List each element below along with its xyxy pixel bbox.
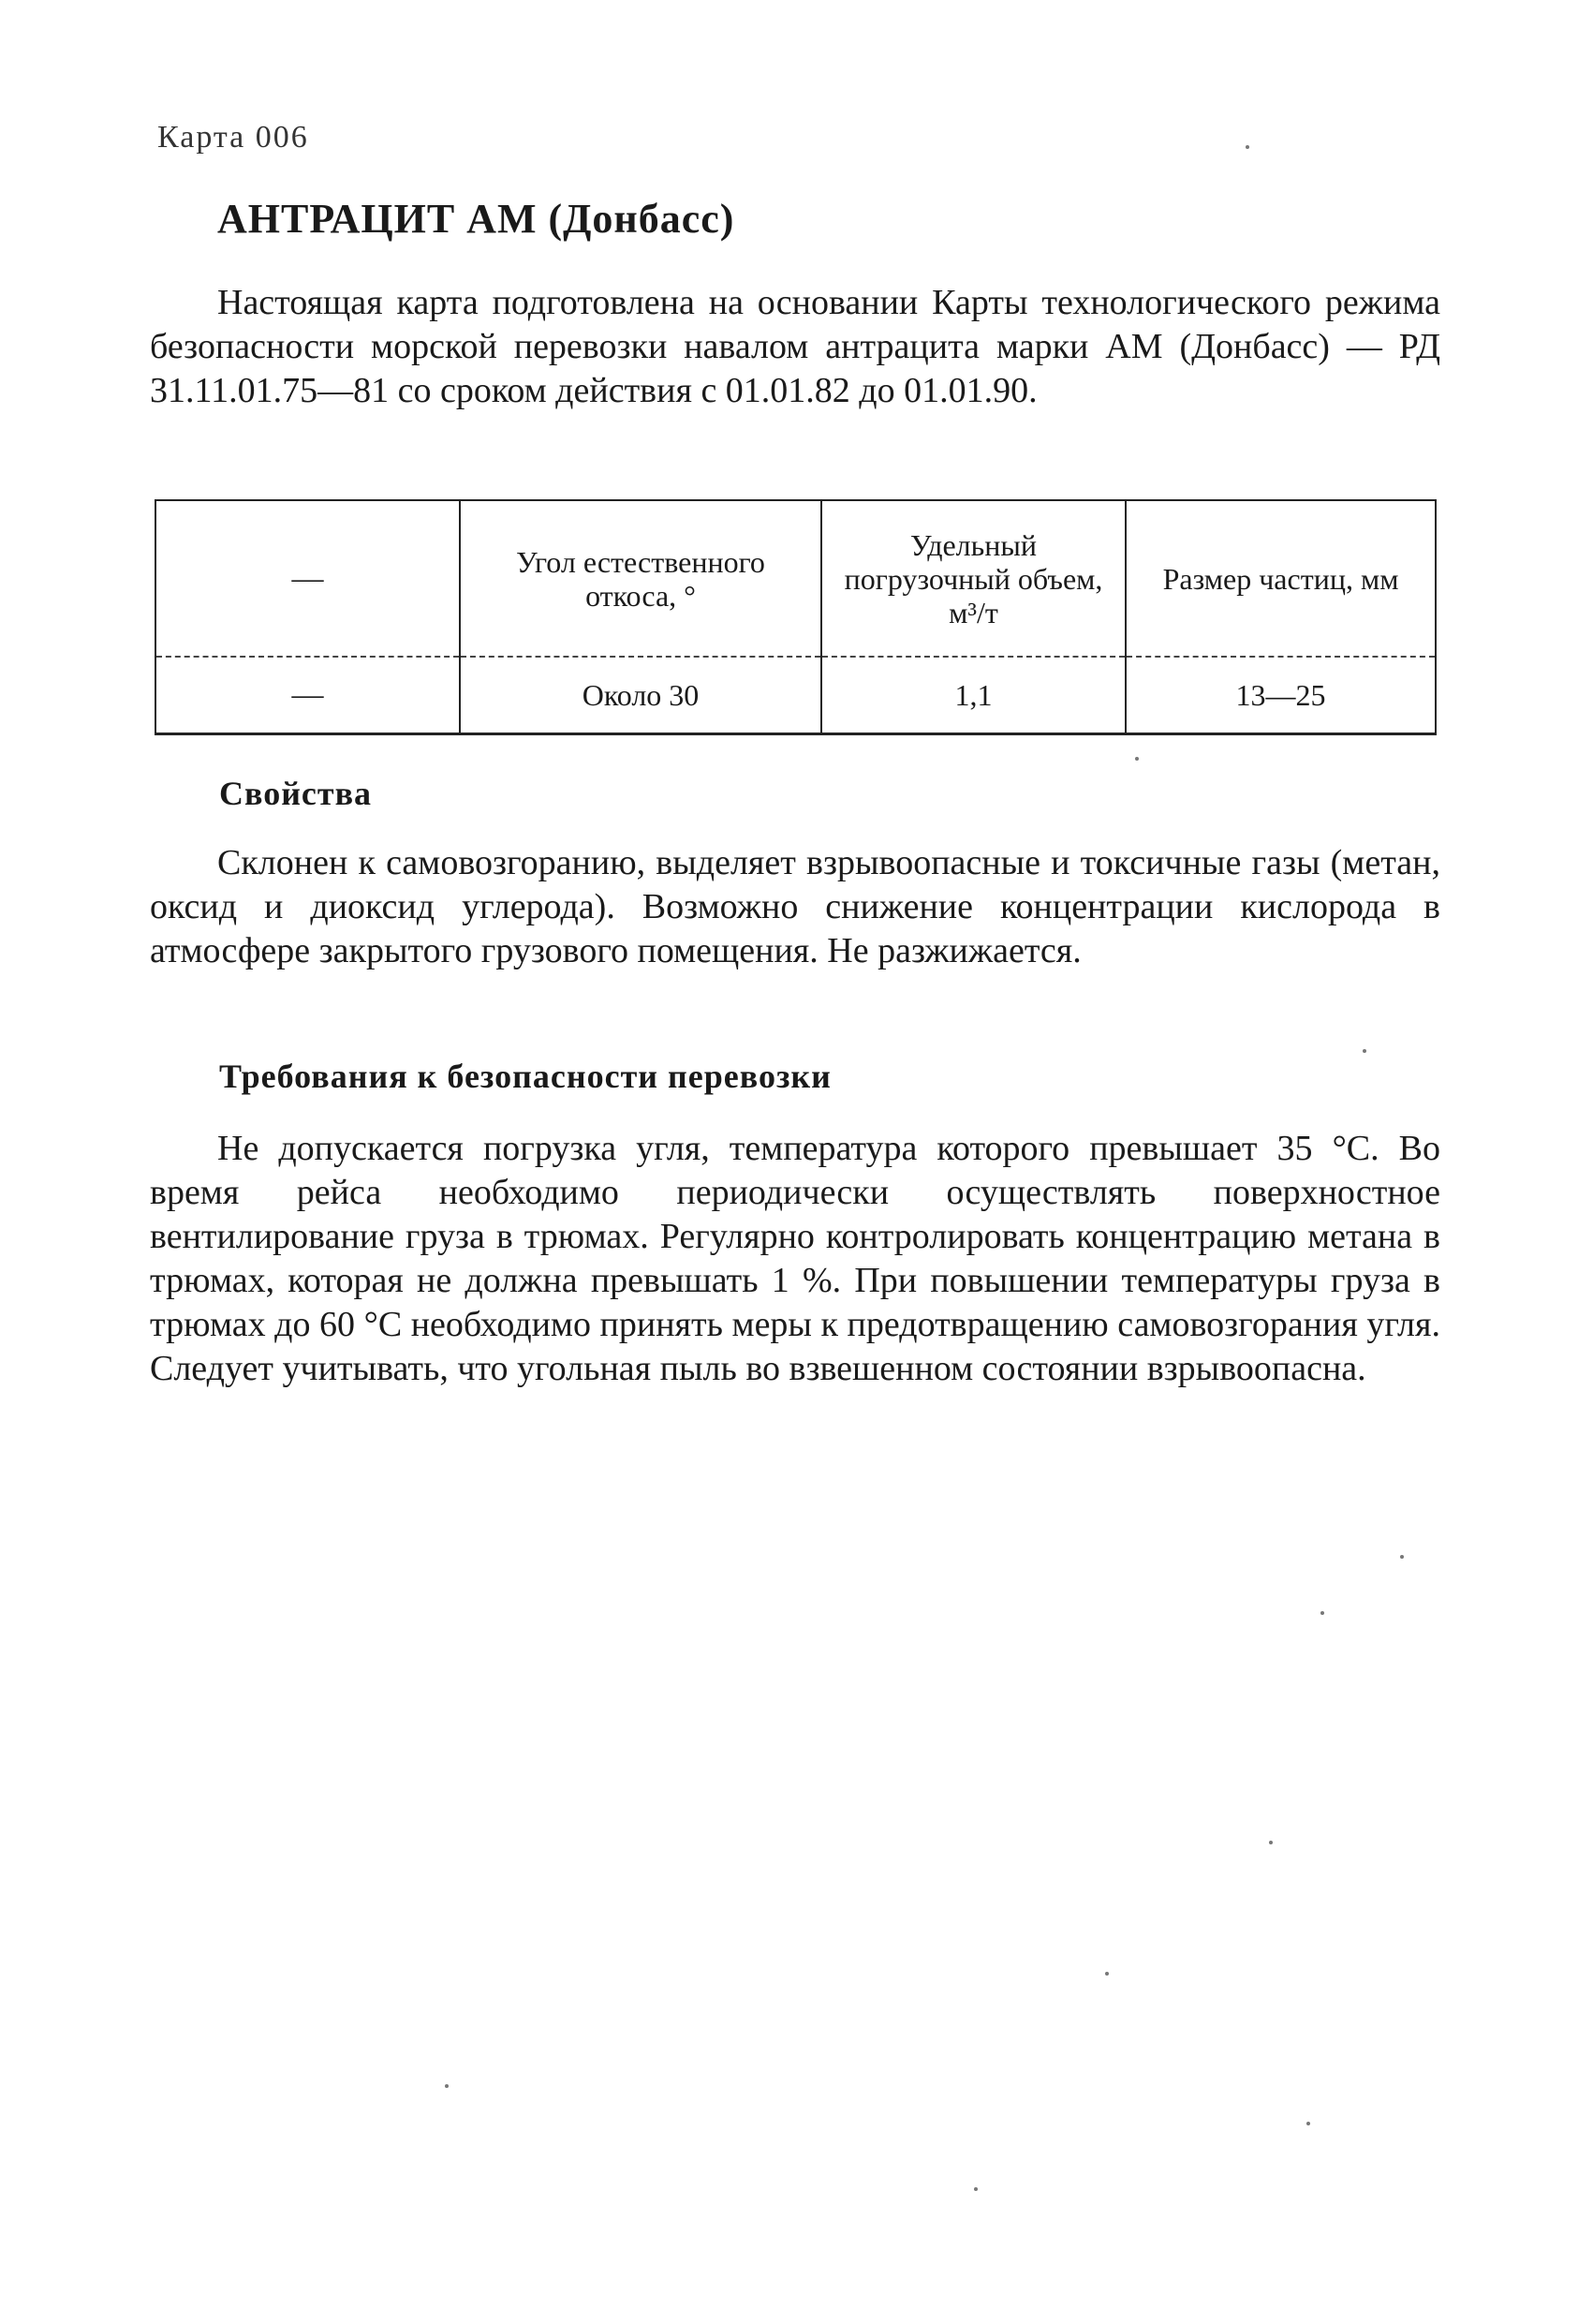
table-cell: — <box>155 657 460 734</box>
table-cell: Около 30 <box>460 657 821 734</box>
requirements-heading: Требования к безопасности перевозки <box>219 1058 832 1095</box>
scan-speck <box>974 2187 978 2191</box>
table-header-row <box>155 500 1436 657</box>
cargo-parameters-table <box>155 499 1437 735</box>
scan-speck <box>1105 1972 1109 1976</box>
scan-speck <box>1363 1049 1366 1053</box>
scan-speck <box>445 2084 449 2088</box>
properties-paragraph: Склонен к самовозгоранию, выделяет взрывоопасные и токсичные газы (метан, оксид и диоксид углерода). Возможно снижение концентрации кислорода в атмосфере закрытого грузового помещения. Не разжижается. <box>150 843 1440 970</box>
table-header-cell: Размер частиц, мм <box>1126 500 1436 657</box>
requirements-paragraph: Не допускается погрузка угля, температура которого превышает 35 °С. Во время рейса необходимо периодически осуществлять поверхностное вентилирование груза в трюмах. Регулярно контролировать концентрацию метана в трюмах, которая не должна превышать 1 %. При повышении температуры груза в трюмах до 60 °С необходимо принять меры к предотвращению самовозгорания угля. Следует учитывать, что угольная пыль во взвешенном состоянии взрывоопасна. <box>150 1129 1440 1388</box>
scan-speck <box>1269 1841 1273 1844</box>
table-header-cell: — <box>155 500 460 657</box>
scan-speck <box>1320 1611 1324 1615</box>
properties-heading: Свойства <box>219 775 373 812</box>
table-header-cell: Угол естественного откоса, ° <box>460 500 821 657</box>
table-cell: 1,1 <box>821 657 1126 734</box>
document-title: АНТРАЦИТ АМ (Донбасс) <box>217 196 735 242</box>
scan-speck <box>1135 757 1139 761</box>
intro-paragraph: Настоящая карта подготовлена на основании Карты технологического режима безопасности морской перевозки навалом антрацита марки АМ (Донбасс) — РД 31.11.01.75—81 со сроком действия с 01.01.82 до 01.01.90. <box>150 283 1440 410</box>
table-cell: 13—25 <box>1126 657 1436 734</box>
table-header-cell: Удельный погрузочный объем, м³/т <box>821 500 1126 657</box>
scan-speck <box>1400 1555 1404 1559</box>
card-number: Карта 006 <box>157 120 309 155</box>
table-row <box>155 657 1436 734</box>
scan-speck <box>1306 2122 1310 2125</box>
scan-speck <box>1246 145 1249 149</box>
